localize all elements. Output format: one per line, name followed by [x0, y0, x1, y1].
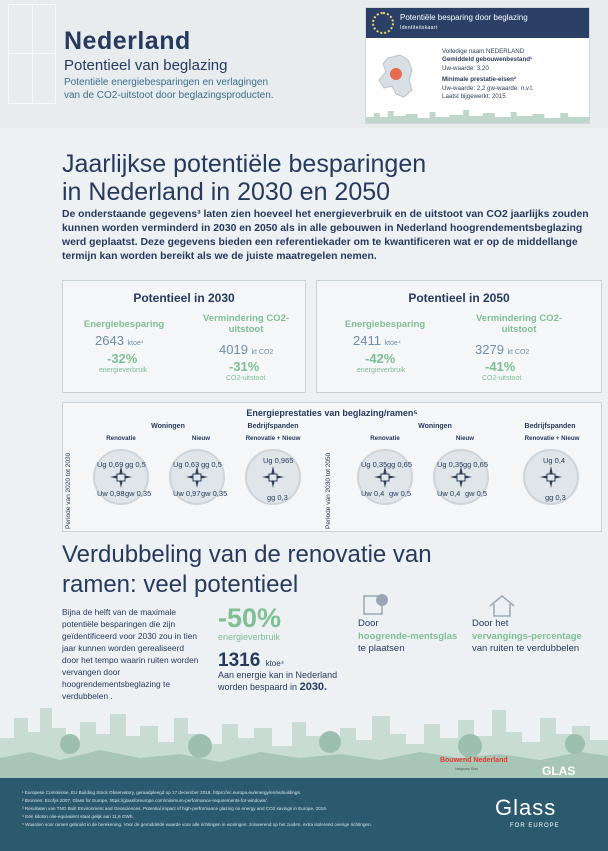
section2-title-line2: ramen: veel potentieel — [62, 571, 299, 598]
section-title-savings — [62, 150, 426, 206]
savings-amount-text: Aan energie kan in Nederland worden bespaard in 2030. — [218, 670, 338, 693]
co2-value: 4019 kt CO2 — [219, 342, 274, 357]
dial-g-top: gg 0,65 — [387, 460, 413, 469]
compass-star-icon — [374, 466, 396, 488]
door-vervanging: Door het vervangings-percentage van ruiten te verdubbelen — [472, 618, 582, 654]
id-line-updated: Laatst bijgewerkt: 2015 — [442, 93, 506, 101]
section-title-line2: in Nederland in 2030 en 2050 — [62, 178, 391, 206]
id-line-uw-gw: Uw-waarde: 2,2 gw-waarde: n.v.t. — [442, 84, 534, 92]
energy-label: Energiebesparing — [83, 319, 165, 330]
compass-star-icon — [110, 466, 132, 488]
bouwend-nederland-sub: Vakgroep Glas — [455, 767, 478, 771]
footnote: ⁴ Eén kiloton olie-equivalent staat gelijk aan 11,6 GWh. — [22, 814, 134, 819]
energy-note: energieverbruik — [99, 367, 148, 374]
dial-uw: Uw 0,97 — [173, 489, 201, 498]
performance-dial — [93, 449, 152, 505]
co2-note: CO2-uitstoot — [482, 375, 522, 382]
period-2050-label: Periode van 2030 tot 2050 — [325, 452, 332, 529]
footnote: ¹ Europese Commissie, EU Building Stock Observatory, geraadpleegd op 17 december 2018, https://ec.europa.eu/energy/en/eubuildings. — [22, 790, 302, 795]
card-skyline-icon — [366, 107, 589, 123]
footnote: ³ Resultaten van TNO Built Environment and Geosciences, Potential impact of high-performance glazing on energy and CO2 savings in Europe, 2019. — [22, 806, 328, 811]
big-percentage-note: energieverbruik — [218, 632, 281, 642]
dial-uw: Uw 0,4 — [437, 489, 461, 498]
performance-dial — [169, 449, 228, 505]
co2-label: Vermindering CO2-uitstoot — [202, 313, 290, 335]
savings-amount: 1316 ktoe⁴ — [218, 650, 285, 671]
compass-star-icon — [186, 466, 208, 488]
dial-g-bottom: gw 0,5 — [465, 489, 488, 498]
energy-note: energieverbruik — [357, 367, 406, 374]
identity-card-header — [366, 8, 589, 38]
id-line-min: Minimale prestatie-eisen² — [442, 76, 516, 84]
energy-performance-box — [62, 402, 602, 532]
compass-star-icon — [450, 466, 472, 488]
renovation-text: Bijna de helft van de maximale potentiële besparingen die zijn geïdentificeerd voor 2030 zou in tien jaar kunnen worden gerealiseerd door het tempo waarin ruiten worden vervangen door hoogrendementsbeglazing te verdubbelen . — [62, 607, 199, 701]
page-subtitle: Potentieel van beglazing — [64, 57, 228, 74]
bedrijfspanden-header-2050: Bedrijfspanden — [524, 423, 576, 430]
section2-title-line1: Verdubbeling van de renovatie van — [62, 541, 432, 568]
house-icon — [488, 594, 516, 618]
footer — [0, 778, 608, 851]
renovatie-header: Renovatie — [106, 435, 136, 442]
woningen-header: Woningen — [151, 423, 185, 430]
dial-g-bottom: gw 0,5 — [389, 489, 412, 498]
dial-uw: Uw 0,4 — [361, 489, 385, 498]
dial-g-bottom: gg 0,3 — [545, 493, 566, 502]
identity-card-subtitle: Identiteitskaart — [400, 25, 438, 31]
performance-dial — [245, 449, 301, 505]
bedrijfspanden-header: Bedrijfspanden — [247, 423, 299, 430]
dial-ug: Ug 0,965 — [263, 456, 294, 465]
glas-logo: GLAS — [542, 764, 576, 778]
window-pane-icon — [8, 4, 56, 104]
energy-label: Energiebesparing — [344, 319, 426, 330]
dial-g-top: gg 0,65 — [463, 460, 489, 469]
nieuw-header-2050: Nieuw — [455, 435, 475, 442]
co2-pct: -31% — [229, 359, 260, 374]
dial-uw: Uw 0,98 — [97, 489, 125, 498]
compass-star-icon — [262, 466, 284, 488]
identity-card — [365, 7, 590, 124]
big-percentage: -50% — [218, 603, 282, 633]
id-line-uw: Uw-waarde: 3,20 — [442, 64, 489, 72]
dial-g-bottom: gw 0,35 — [125, 489, 152, 498]
glass-for-europe-sub: FOR EUROPE — [510, 823, 560, 829]
renovatie-header-2050: Renovatie — [370, 435, 400, 442]
identity-card-title: Potentiële besparing door beglazing — [400, 13, 528, 22]
performance-dial — [433, 449, 489, 505]
footnote: ² Bronnen: Ecofys 2007, Glass for Europe, https://glassforeurope.com/minimum-performance-requirements-for-windows/. — [22, 798, 268, 803]
dial-g-top: gg 0,5 — [201, 460, 222, 469]
potential-2050-box — [316, 280, 602, 393]
netherlands-map-icon — [374, 52, 418, 100]
dial-g-top: gg 0,5 — [125, 460, 146, 469]
dial-ug: Ug 0,35 — [361, 460, 388, 469]
identity-card-details — [442, 48, 534, 101]
renovatie-nieuw-header-2050: Renovatie + Nieuw — [524, 435, 580, 442]
id-line-stock: Gemiddeld gebouwenbestand¹ — [442, 56, 533, 64]
page-description: Potentiële energiebesparingen en verlagingen van de CO2-uitstoot door beglazingsproducten. — [64, 77, 274, 101]
co2-pct: -41% — [485, 359, 516, 374]
glass-for-europe-logo: Glass — [495, 795, 557, 820]
dial-g-bottom: gw 0,35 — [201, 489, 228, 498]
glass-label-icon — [362, 592, 390, 616]
renovatie-nieuw-header: Renovatie + Nieuw — [245, 435, 301, 442]
energy-pct: -42% — [365, 351, 396, 366]
city-skyline-illustration — [0, 688, 608, 778]
bouwend-nederland-logo: Bouwend Nederland — [440, 757, 508, 764]
nieuw-header: Nieuw — [191, 435, 211, 442]
section-title-renovation — [62, 540, 432, 600]
dial-g-bottom: gg 0,3 — [267, 493, 288, 502]
potential-2030-box — [62, 280, 306, 393]
dial-ug: Ug 0,35 — [437, 460, 464, 469]
co2-label: Vermindering CO2-uitstoot — [475, 313, 563, 335]
dial-ug: Ug 0,69 — [97, 460, 124, 469]
co2-value: 3279 kt CO2 — [475, 342, 530, 357]
energy-pct: -32% — [107, 351, 138, 366]
co2-note: CO2-uitstoot — [226, 375, 266, 382]
potential-heading: Potentieel in 2050 — [408, 291, 510, 305]
compass-star-icon — [540, 466, 562, 488]
section-title-line1: Jaarlijkse potentiële besparingen — [62, 150, 427, 178]
dial-ug: Ug 0,4 — [543, 456, 566, 465]
id-line-name: Volledige naam NEDERLAND — [442, 48, 525, 55]
eu-stars-icon — [372, 12, 394, 34]
performance-dial — [523, 449, 579, 505]
dial-ug: Ug 0,63 — [173, 460, 200, 469]
woningen-header-2050: Woningen — [418, 423, 452, 430]
energy-value: 2643 ktoe⁴ — [95, 333, 144, 348]
performance-dial — [357, 449, 413, 505]
energy-value: 2411 ktoe⁴ — [353, 333, 401, 348]
period-2030-label: Periode van 2020 tot 2030 — [65, 452, 72, 529]
potential-heading: Potentieel in 2030 — [133, 291, 235, 305]
savings-intro: De onderstaande gegevens³ laten zien hoeveel het energieverbruik en de uitstoot van CO2 jaarlijks zouden kunnen worden verminderd in 2030 en 2050 als in alle gebouwen in Nederland hoogrendementsbeglazing werd geplaatst. Deze gegevens bieden een referentiekader om te kwantificeren wat er op de middellange termijn kan worden bereikt als we de juiste maatregelen nemen. — [62, 209, 589, 262]
energy-performance-heading: Energieprestaties van beglazing/ramen⁵ — [246, 408, 418, 418]
footnote: ⁵ Waarden voor ramen gebruikt in de berekening. Voor de gemiddelde waarde voor alle richtingen in woningen: zonwerend op het zuiden, extra isolerend overige richtingen. — [22, 822, 372, 827]
page-title: Nederland — [64, 27, 191, 55]
door-hoogrendement: Door hoogrende-mentsglas te plaatsen — [358, 618, 458, 654]
